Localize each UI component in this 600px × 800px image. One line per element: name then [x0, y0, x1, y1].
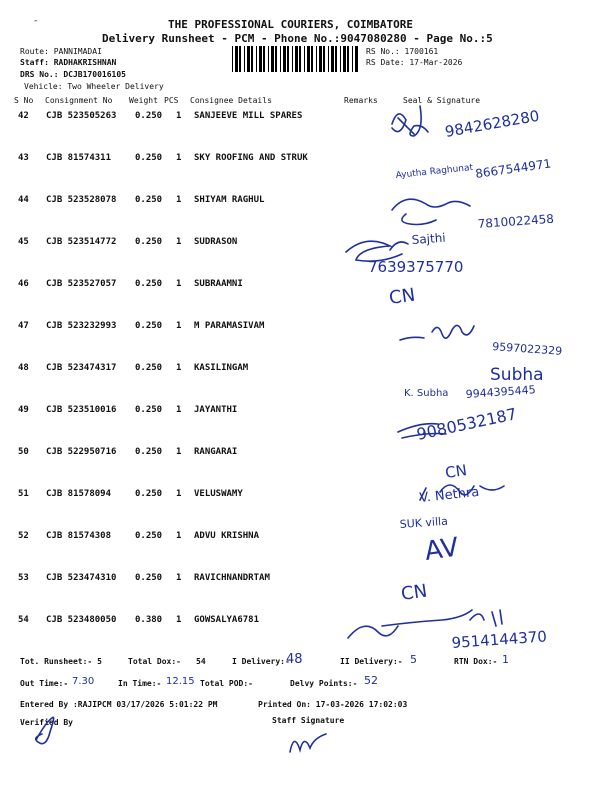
hw-r51-name: V. Nethra: [418, 484, 480, 506]
hw-r42-phone: 9842628280: [443, 106, 541, 141]
row-weight: 0.250: [135, 405, 163, 415]
row-consignee: KASILINGAM: [194, 363, 249, 373]
row-weight: 0.250: [135, 321, 163, 331]
row-consignee: SUDRASON: [194, 237, 238, 247]
row-pcs: 1: [176, 279, 182, 289]
hw-r53-cn: CN: [399, 580, 429, 605]
vehicle-label: Vehicle: Two Wheeler Delivery: [24, 82, 164, 91]
staff-signature-mark: [290, 734, 326, 752]
row-weight: 0.250: [135, 363, 163, 373]
row-consignment: CJB 523480050: [46, 615, 117, 625]
row-pcs: 1: [176, 111, 182, 121]
row-pcs: 1: [176, 363, 182, 373]
hw-rtn-value: 1: [502, 653, 509, 666]
row-pcs: 1: [176, 153, 182, 163]
row-pcs: 1: [176, 531, 182, 541]
row-consignment: CJB 523474317: [46, 363, 117, 373]
row-sno: 54: [18, 615, 29, 625]
hw-r47-phone: 9597022329: [491, 340, 563, 358]
company-title: THE PROFESSIONAL COURIERS, COIMBATORE: [168, 18, 414, 31]
staff-label: Staff: RADHAKRISHNAN: [20, 58, 117, 67]
total-dox-label: Total Dox:-: [128, 657, 181, 666]
row-weight: 0.250: [135, 195, 163, 205]
i-delivery-label: I Delivery:-: [232, 657, 290, 666]
out-time-label: Out Time:-: [20, 679, 69, 688]
col-remarks: Remarks: [344, 96, 378, 105]
row-consignee: RANGARAI: [194, 447, 238, 457]
row-sno: 50: [18, 447, 29, 457]
hw-ii-delivery-value: 5: [410, 653, 417, 666]
row-pcs: 1: [176, 237, 182, 247]
row-pcs: 1: [176, 447, 182, 457]
runsheet-title: Delivery Runsheet - PCM - Phone No.:9047080280 - Page No.:5: [102, 32, 493, 45]
entered-by: Entered By :RAJIPCM 03/17/2026 5:01:22 PM: [20, 700, 218, 709]
row-consignee: JAYANTHI: [194, 405, 238, 415]
row-consignee: RAVICHNANDRTAM: [194, 573, 270, 583]
row-consignment: CJB 523528078: [46, 195, 117, 205]
hw-r54-phone: 9514144370: [451, 627, 548, 652]
in-time-label: In Time:-: [118, 679, 162, 688]
hw-in-time: 12.15: [166, 676, 195, 687]
total-dox-value: 54: [196, 657, 206, 666]
row-weight: 0.380: [135, 615, 163, 625]
hw-r44-phone: 7810022458: [477, 211, 555, 231]
row-sno: 46: [18, 279, 29, 289]
delvy-points-label: Delvy Points:-: [290, 679, 358, 688]
row-sno: 43: [18, 153, 29, 163]
rtn-dox-label: RTN Dox:-: [454, 657, 498, 666]
row-sno: 47: [18, 321, 29, 331]
row-consignee: M PARAMASIVAM: [194, 321, 265, 331]
hw-r48-sig: K. Subha: [404, 388, 449, 399]
hw-r45-name: Sajthi: [411, 230, 447, 247]
hw-r50-cn: CN: [444, 461, 469, 482]
row-consignment: CJB 523474310: [46, 573, 117, 583]
row-sno: 53: [18, 573, 29, 583]
hw-r46-phone: 7639375770: [368, 258, 464, 276]
row-sno: 48: [18, 363, 29, 373]
printed-on: Printed On: 17-03-2026 17:02:03: [258, 700, 408, 709]
row-sno: 44: [18, 195, 29, 205]
row-consignment: CJB 81574311: [46, 153, 112, 163]
row-consignee: SKY ROOFING AND STRUK: [194, 153, 308, 163]
hw-out-time: 7.30: [72, 676, 95, 687]
row-consignment: CJB 523232993: [46, 321, 117, 331]
row-consignee: SUBRAAMNI: [194, 279, 243, 289]
row-pcs: 1: [176, 321, 182, 331]
route-label: Route: PANNIMADAI: [20, 47, 102, 56]
hw-r52-sig: AV: [422, 532, 461, 567]
hw-delvy-points: 52: [364, 674, 378, 687]
col-weight: Weight: [129, 96, 158, 105]
row-pcs: 1: [176, 195, 182, 205]
row-consignee: ADVU KRISHNA: [194, 531, 260, 541]
row-consignment: CJB 523510016: [46, 405, 117, 415]
row-consignment: CJB 523514772: [46, 237, 117, 247]
row-pcs: 1: [176, 573, 182, 583]
row-pcs: 1: [176, 615, 182, 625]
hw-r48-phone: 9944395445: [465, 383, 537, 401]
total-pod-label: Total POD:-: [200, 679, 253, 688]
row-weight: 0.250: [135, 531, 163, 541]
row-weight: 0.250: [135, 111, 163, 121]
row-sno: 49: [18, 405, 29, 415]
row-weight: 0.250: [135, 153, 163, 163]
header-dash: -: [33, 16, 39, 26]
row-consignment: CJB 81578094: [46, 489, 112, 499]
signature-scribble: [392, 106, 428, 136]
col-consignee: Consignee Details: [190, 96, 272, 105]
hw-r52-text: SUK villa: [399, 514, 449, 531]
row-sno: 52: [18, 531, 29, 541]
drs-label: DRS No.: DCJB170016105: [20, 70, 126, 79]
row-consignment: CJB 522950716: [46, 447, 117, 457]
tot-runsheet: Tot. Runsheet:- 5: [20, 657, 102, 666]
hw-r49-phone: 9080532187: [414, 404, 519, 444]
rs-date-label: RS Date: 17-Mar-2026: [366, 58, 463, 67]
row-weight: 0.250: [135, 573, 163, 583]
signature-scribble: [392, 199, 470, 224]
row-weight: 0.250: [135, 489, 163, 499]
hw-r46-cn: CN: [387, 284, 417, 309]
col-consignment: Consignment No: [45, 96, 113, 105]
row-sno: 45: [18, 237, 29, 247]
row-sno: 51: [18, 489, 29, 499]
ii-delivery-label: II Delivery:-: [340, 657, 403, 666]
row-consignee: SANJEEVE MILL SPARES: [194, 111, 303, 121]
row-consignment: CJB 81574308: [46, 531, 112, 541]
hw-r43-phone: 8667544971: [474, 156, 553, 181]
hw-i-delivery-value: 48: [286, 652, 303, 667]
col-pcs: PCS: [164, 96, 179, 105]
row-consignee: GOWSALYA6781: [194, 615, 260, 625]
row-pcs: 1: [176, 405, 182, 415]
row-weight: 0.250: [135, 447, 163, 457]
row-consignee: VELUSWAMY: [194, 489, 243, 499]
row-weight: 0.250: [135, 237, 163, 247]
row-consignee: SHIYAM RAGHUL: [194, 195, 265, 205]
verified-signature: [36, 717, 54, 743]
col-sno: S No: [14, 96, 34, 105]
hw-r43-name: Ayutha Raghunat: [395, 162, 474, 181]
row-weight: 0.250: [135, 279, 163, 289]
staff-signature-label: Staff Signature: [272, 716, 345, 725]
hw-r48-name: Subha: [490, 365, 544, 385]
signature-scribble: [400, 325, 474, 340]
row-pcs: 1: [176, 489, 182, 499]
row-consignment: CJB 523505263: [46, 111, 117, 121]
rs-no-label: RS No.: 1700161: [366, 47, 439, 56]
verified-by: Verified By: [20, 718, 73, 727]
row-sno: 42: [18, 111, 29, 121]
col-seal-signature: Seal & Signature: [403, 96, 481, 105]
row-consignment: CJB 523527057: [46, 279, 117, 289]
